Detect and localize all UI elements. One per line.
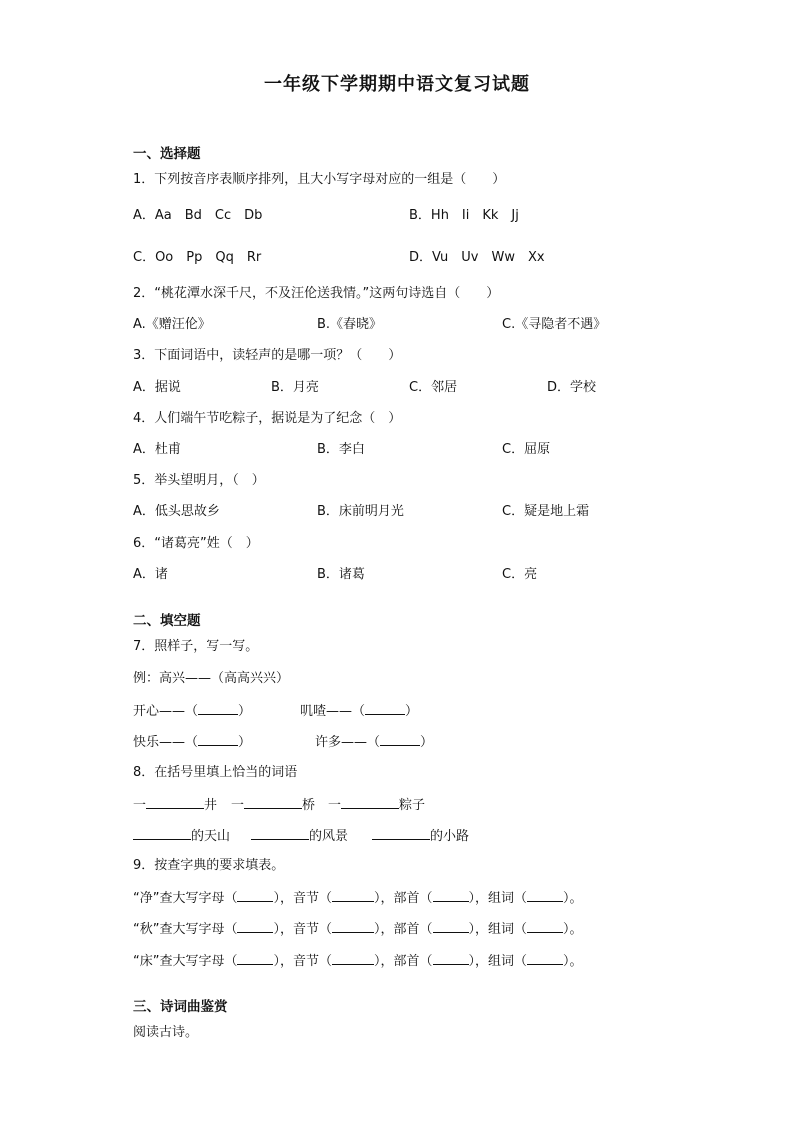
q1-option-c: C．Oo Pp Qq Rr <box>133 250 262 265</box>
measure-prefix: 一 <box>133 798 147 813</box>
q9-label: ），组词（ <box>468 954 528 969</box>
q5-option-a: A．低头思故乡 <box>133 504 220 519</box>
poetry-instruction: 阅读古诗。 <box>133 1025 199 1040</box>
q4-option-c: C．屈原 <box>502 442 551 457</box>
q7-word-label: 快乐——（ <box>133 735 199 750</box>
answer-blank[interactable] <box>244 795 302 809</box>
close-paren: ） <box>238 735 252 750</box>
q1-option-b: B．Hh Ii Kk Jj <box>409 208 519 223</box>
q1-option-d: D．Vu Uv Ww Xx <box>409 250 545 265</box>
q8-word: 的小路 <box>430 829 470 844</box>
answer-blank[interactable] <box>527 951 563 965</box>
close-paren: ） <box>420 735 434 750</box>
q9-label: ），音节（ <box>273 922 332 937</box>
question-8-stem: 8．在括号里填上恰当的词语 <box>133 765 298 780</box>
q9-label: ），部首（ <box>374 891 433 906</box>
q3-option-d: D．学校 <box>547 380 597 395</box>
q5-option-b: B．床前明月光 <box>317 504 404 519</box>
question-1-stem: 1．下列按音序表顺序排列，且大小写字母对应的一组是（ ） <box>133 172 506 187</box>
q9-row-chuang <box>133 951 583 971</box>
q2-option-a: A.《赠汪伦》 <box>133 317 211 332</box>
q9-char-label: “秋”查大写字母（ <box>133 922 238 937</box>
q5-option-c: C．疑是地上霜 <box>502 504 590 519</box>
q9-row-qiu <box>133 919 583 939</box>
q9-label: ）。 <box>563 891 583 906</box>
q7-word-label: 许多——（ <box>315 735 381 750</box>
answer-blank[interactable] <box>237 919 273 933</box>
q3-option-c: C．邻居 <box>409 380 458 395</box>
answer-blank[interactable] <box>365 701 405 715</box>
q9-char-label: “净”查大写字母（ <box>133 891 238 906</box>
q4-option-a: A．杜甫 <box>133 442 181 457</box>
q2-option-c: C.《寻隐者不遇》 <box>502 317 607 332</box>
answer-blank[interactable] <box>527 919 563 933</box>
q9-row-jing <box>133 888 583 908</box>
answer-blank[interactable] <box>251 826 309 840</box>
q6-option-b: B．诸葛 <box>317 567 365 582</box>
measure-prefix: 一 <box>328 798 342 813</box>
section-heading-fill: 二、填空题 <box>133 613 201 629</box>
q9-label: ），部首（ <box>374 922 433 937</box>
q8-item-tianshan <box>133 826 230 846</box>
section-heading-poetry: 三、诗词曲鉴赏 <box>133 999 228 1015</box>
q7-example: 例：高兴——（高高兴兴） <box>133 671 290 686</box>
page-title: 一年级下学期期中语文复习试题 <box>264 74 530 95</box>
q2-option-b: B.《春晓》 <box>317 317 383 332</box>
measure-prefix: 一 <box>231 798 245 813</box>
q7-word-label: 开心——（ <box>133 704 199 719</box>
answer-blank[interactable] <box>527 888 563 902</box>
q7-item-xuduo <box>315 732 433 752</box>
q8-word: 的天山 <box>191 829 231 844</box>
q9-label: ），组词（ <box>468 922 528 937</box>
answer-blank[interactable] <box>332 951 374 965</box>
q8-item-qiao <box>231 795 315 815</box>
answer-blank[interactable] <box>341 795 399 809</box>
q8-item-zongzi <box>328 795 425 815</box>
answer-blank[interactable] <box>372 826 430 840</box>
answer-blank[interactable] <box>146 795 204 809</box>
answer-blank[interactable] <box>433 951 469 965</box>
q3-option-b: B．月亮 <box>271 380 319 395</box>
q4-option-b: B．李白 <box>317 442 365 457</box>
answer-blank[interactable] <box>332 919 374 933</box>
q9-label: ），音节（ <box>273 891 332 906</box>
q7-word-label: 叽喳——（ <box>300 704 366 719</box>
answer-blank[interactable] <box>133 826 191 840</box>
answer-blank[interactable] <box>237 888 273 902</box>
question-7-stem: 7．照样子，写一写。 <box>133 639 259 654</box>
q8-word: 的风景 <box>309 829 349 844</box>
q8-item-jing <box>133 795 217 815</box>
q6-option-c: C．亮 <box>502 567 538 582</box>
q9-label: ）。 <box>563 954 583 969</box>
answer-blank[interactable] <box>433 888 469 902</box>
answer-blank[interactable] <box>237 951 273 965</box>
question-3-stem: 3．下面词语中，读轻声的是哪一项？（ ） <box>133 348 402 363</box>
section-heading-choice: 一、选择题 <box>133 146 201 162</box>
q8-item-fengjing <box>251 826 348 846</box>
answer-blank[interactable] <box>198 732 238 746</box>
q9-label: ），组词（ <box>468 891 528 906</box>
close-paren: ） <box>238 704 252 719</box>
q6-option-a: A．诸 <box>133 567 168 582</box>
q7-item-jizha <box>300 701 418 721</box>
question-2-stem: 2．“桃花潭水深千尺，不及汪伦送我情。”这两句诗选自（ ） <box>133 286 500 301</box>
q7-item-kuaile <box>133 732 251 752</box>
question-5-stem: 5．举头望明月，（ ） <box>133 473 265 488</box>
q9-label: ），音节（ <box>273 954 332 969</box>
q8-item-xiaolu <box>372 826 469 846</box>
q9-label: ）。 <box>563 922 583 937</box>
q9-char-label: “床”查大写字母（ <box>133 954 238 969</box>
q7-item-kaixin <box>133 701 251 721</box>
q9-label: ），部首（ <box>374 954 433 969</box>
q8-word: 井 <box>204 798 218 813</box>
question-9-stem: 9．按查字典的要求填表。 <box>133 858 285 873</box>
q1-option-a: A．Aa Bd Cc Db <box>133 208 263 223</box>
answer-blank[interactable] <box>433 919 469 933</box>
question-6-stem: 6．“诸葛亮”姓（ ） <box>133 536 259 551</box>
answer-blank[interactable] <box>198 701 238 715</box>
answer-blank[interactable] <box>332 888 374 902</box>
answer-blank[interactable] <box>380 732 420 746</box>
close-paren: ） <box>405 704 419 719</box>
q8-word: 粽子 <box>399 798 426 813</box>
question-4-stem: 4．人们端午节吃粽子，据说是为了纪念（ ） <box>133 411 402 426</box>
q3-option-a: A．据说 <box>133 380 181 395</box>
q8-word: 桥 <box>302 798 316 813</box>
